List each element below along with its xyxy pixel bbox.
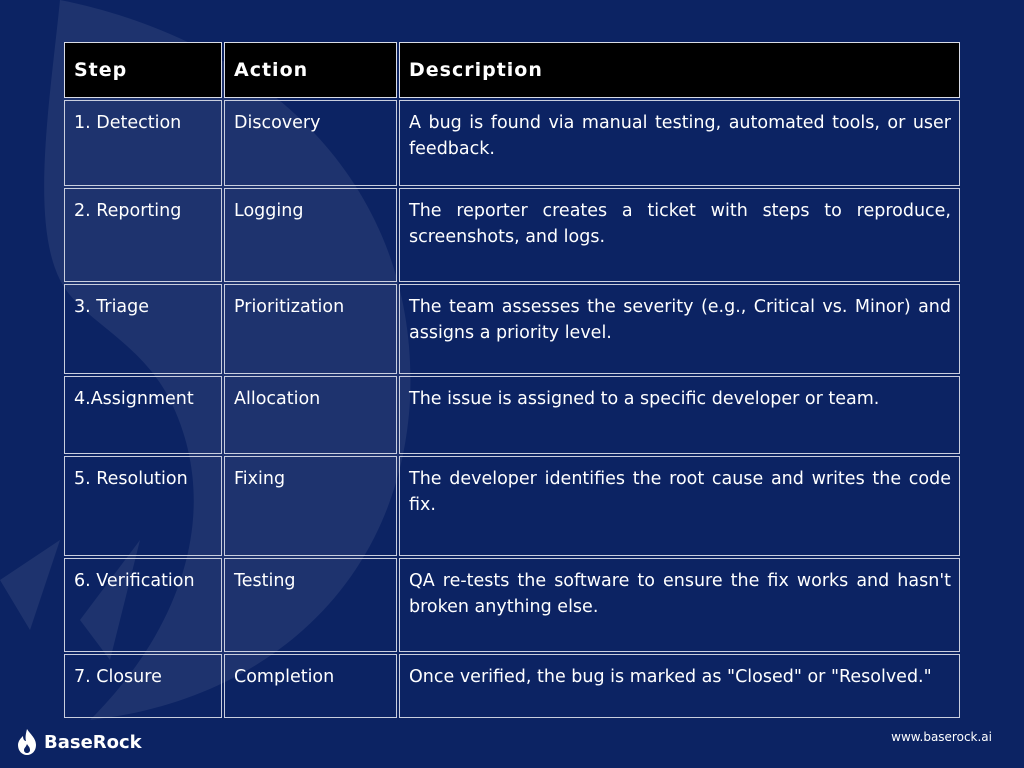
action-cell: Fixing [224,456,397,556]
description-cell: The reporter creates a ticket with steps to reproduce, screenshots, and logs. [399,188,960,282]
website-url: www.baserock.ai [891,730,992,744]
description-cell: A bug is found via manual testing, automated tools, or user feedback. [399,100,960,186]
brand-name: BaseRock [44,731,142,753]
header-step: Step [64,42,222,98]
step-cell: 2. Reporting [64,188,222,282]
header-action: Action [224,42,397,98]
step-cell: 5. Resolution [64,456,222,556]
flame-logo-icon [16,728,38,756]
action-cell: Prioritization [224,284,397,374]
action-cell: Discovery [224,100,397,186]
bug-lifecycle-table [64,42,960,720]
action-cell: Logging [224,188,397,282]
header-description: Description [399,42,960,98]
table-header-row [64,42,960,100]
description-cell: The team assesses the severity (e.g., Critical vs. Minor) and assigns a priority level. [399,284,960,374]
description-cell: QA re-tests the software to ensure the fix works and hasn't broken anything else. [399,558,960,652]
step-cell: 6. Verification [64,558,222,652]
table-row [64,376,960,456]
description-cell: The issue is assigned to a specific developer or team. [399,376,960,454]
table-row [64,188,960,284]
action-cell: Completion [224,654,397,718]
action-cell: Allocation [224,376,397,454]
brand-logo [16,728,142,756]
table-row [64,284,960,376]
table-row [64,558,960,654]
table-row [64,100,960,188]
step-cell: 1. Detection [64,100,222,186]
step-cell: 7. Closure [64,654,222,718]
table-row [64,654,960,720]
step-cell: 3. Triage [64,284,222,374]
action-cell: Testing [224,558,397,652]
step-cell: 4.Assignment [64,376,222,454]
description-cell: Once verified, the bug is marked as "Closed" or "Resolved." [399,654,960,718]
description-cell: The developer identifies the root cause and writes the code fix. [399,456,960,556]
table-row [64,456,960,558]
